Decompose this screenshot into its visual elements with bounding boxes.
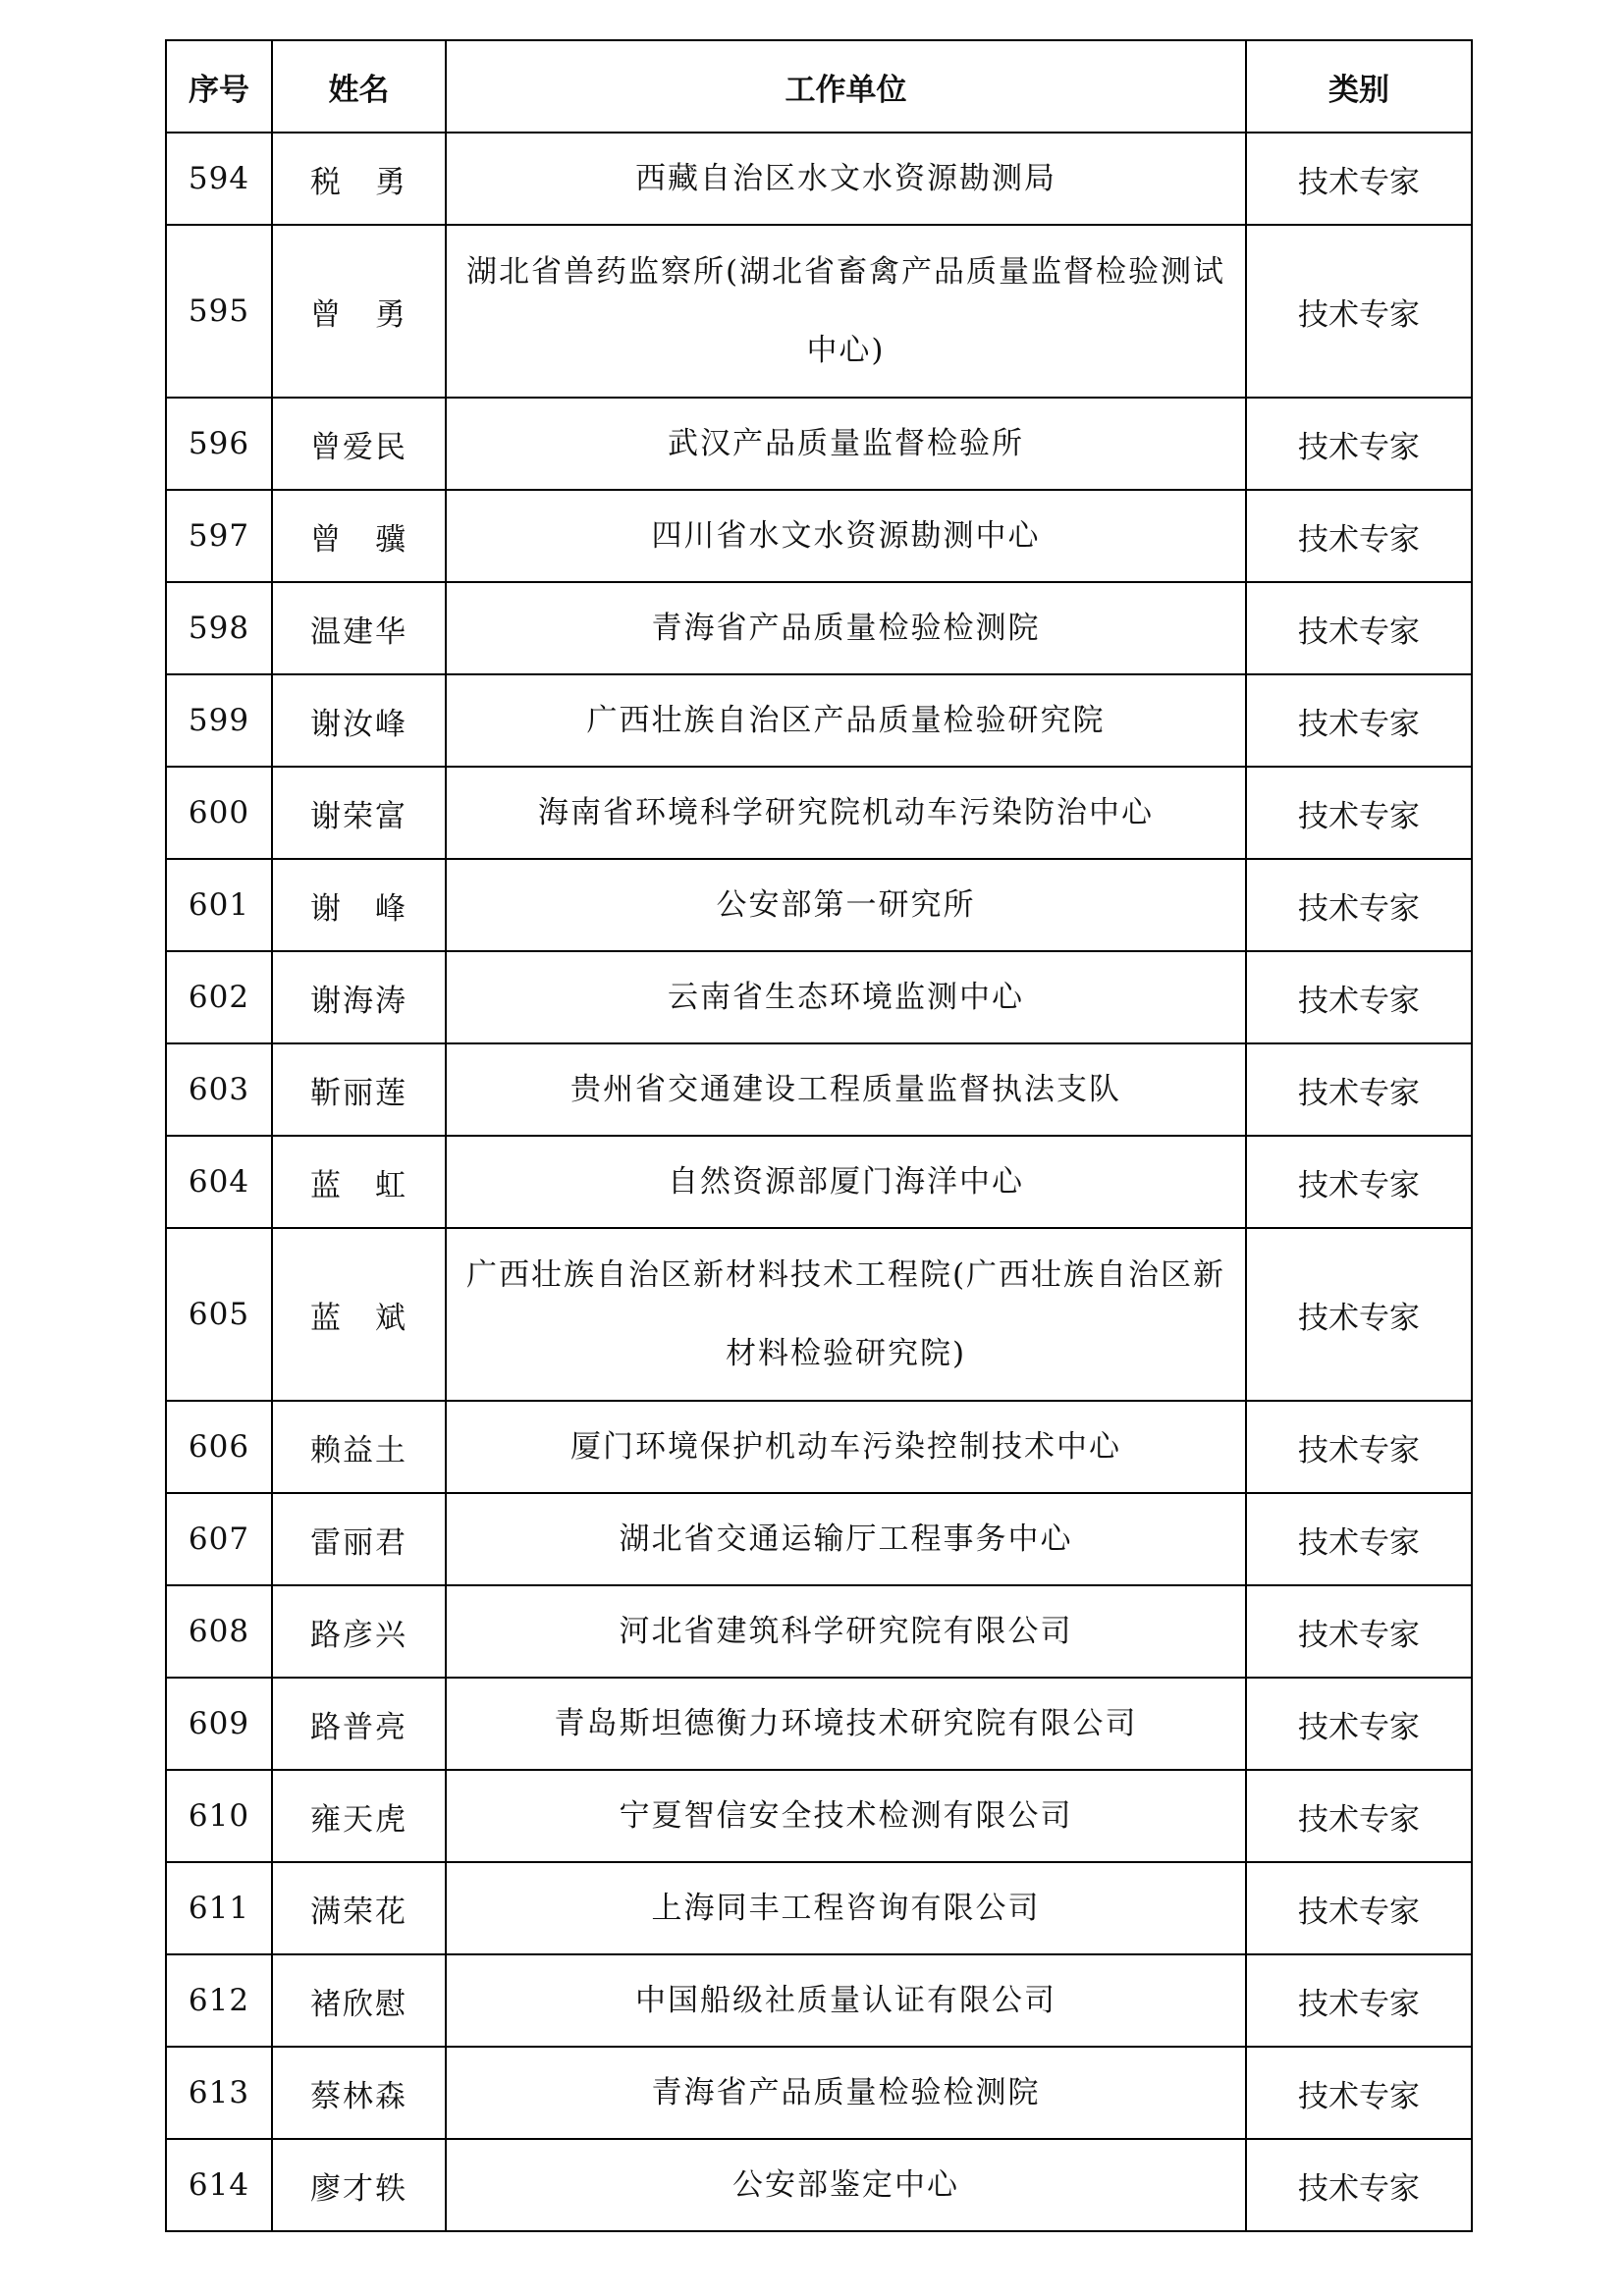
row-index: 613: [166, 2047, 272, 2139]
row-name: 温建华: [272, 582, 446, 674]
table-row: [166, 951, 1472, 1043]
table-row: [166, 1862, 1472, 1954]
row-unit: 河北省建筑科学研究院有限公司: [446, 1585, 1246, 1678]
row-unit: 青岛斯坦德衡力环境技术研究院有限公司: [446, 1678, 1246, 1770]
row-index: 605: [166, 1228, 272, 1401]
row-unit: 海南省环境科学研究院机动车污染防治中心: [446, 767, 1246, 859]
row-index: 604: [166, 1136, 272, 1228]
row-category: 技术专家: [1246, 1585, 1472, 1678]
row-name: 蓝 斌: [272, 1228, 446, 1401]
table-row: [166, 133, 1472, 225]
expert-list-table: [165, 39, 1473, 2232]
row-category: 技术专家: [1246, 674, 1472, 767]
row-name: 靳丽莲: [272, 1043, 446, 1136]
row-category: 技术专家: [1246, 767, 1472, 859]
table-row: [166, 1585, 1472, 1678]
row-unit: 中国船级社质量认证有限公司: [446, 1954, 1246, 2047]
row-name: 谢海涛: [272, 951, 446, 1043]
row-unit: 广西壮族自治区产品质量检验研究院: [446, 674, 1246, 767]
row-category: 技术专家: [1246, 490, 1472, 582]
table-header-row: [166, 40, 1472, 133]
row-name: 路彦兴: [272, 1585, 446, 1678]
table-row: [166, 225, 1472, 398]
row-name: 赖益土: [272, 1401, 446, 1493]
row-name: 谢 峰: [272, 859, 446, 951]
row-category: 技术专家: [1246, 1043, 1472, 1136]
row-name: 满荣花: [272, 1862, 446, 1954]
table-row: [166, 859, 1472, 951]
row-name: 雍天虎: [272, 1770, 446, 1862]
row-index: 614: [166, 2139, 272, 2231]
row-category: 技术专家: [1246, 1862, 1472, 1954]
header-unit: 工作单位: [446, 40, 1246, 133]
row-name: 路普亮: [272, 1678, 446, 1770]
row-unit: 西藏自治区水文水资源勘测局: [446, 133, 1246, 225]
row-category: 技术专家: [1246, 1228, 1472, 1401]
row-unit: 湖北省兽药监察所(湖北省畜禽产品质量监督检验测试中心): [446, 225, 1246, 398]
table-row: [166, 674, 1472, 767]
row-index: 611: [166, 1862, 272, 1954]
row-index: 601: [166, 859, 272, 951]
table-row: [166, 1136, 1472, 1228]
row-index: 608: [166, 1585, 272, 1678]
row-name: 褚欣慰: [272, 1954, 446, 2047]
row-name: 雷丽君: [272, 1493, 446, 1585]
row-name: 曾 勇: [272, 225, 446, 398]
row-unit: 青海省产品质量检验检测院: [446, 2047, 1246, 2139]
row-unit: 上海同丰工程咨询有限公司: [446, 1862, 1246, 1954]
row-category: 技术专家: [1246, 1770, 1472, 1862]
row-index: 600: [166, 767, 272, 859]
table-row: [166, 1043, 1472, 1136]
row-unit: 武汉产品质量监督检验所: [446, 398, 1246, 490]
row-category: 技术专家: [1246, 398, 1472, 490]
row-category: 技术专家: [1246, 133, 1472, 225]
row-unit: 四川省水文水资源勘测中心: [446, 490, 1246, 582]
row-index: 598: [166, 582, 272, 674]
table-row: [166, 1228, 1472, 1401]
row-category: 技术专家: [1246, 582, 1472, 674]
row-category: 技术专家: [1246, 2047, 1472, 2139]
row-index: 606: [166, 1401, 272, 1493]
row-category: 技术专家: [1246, 225, 1472, 398]
row-name: 蔡林森: [272, 2047, 446, 2139]
row-category: 技术专家: [1246, 1401, 1472, 1493]
row-name: 谢荣富: [272, 767, 446, 859]
row-unit: 自然资源部厦门海洋中心: [446, 1136, 1246, 1228]
header-index: 序号: [166, 40, 272, 133]
row-name: 曾爱民: [272, 398, 446, 490]
row-unit: 贵州省交通建设工程质量监督执法支队: [446, 1043, 1246, 1136]
row-name: 谢汝峰: [272, 674, 446, 767]
row-unit: 厦门环境保护机动车污染控制技术中心: [446, 1401, 1246, 1493]
table-row: [166, 1954, 1472, 2047]
row-unit: 公安部第一研究所: [446, 859, 1246, 951]
row-name: 廖才轶: [272, 2139, 446, 2231]
table-row: [166, 582, 1472, 674]
row-unit: 云南省生态环境监测中心: [446, 951, 1246, 1043]
table-row: [166, 2139, 1472, 2231]
row-category: 技术专家: [1246, 1136, 1472, 1228]
table-row: [166, 490, 1472, 582]
row-category: 技术专家: [1246, 951, 1472, 1043]
row-name: 曾 骥: [272, 490, 446, 582]
row-category: 技术专家: [1246, 859, 1472, 951]
table-row: [166, 1401, 1472, 1493]
row-unit: 广西壮族自治区新材料技术工程院(广西壮族自治区新材料检验研究院): [446, 1228, 1246, 1401]
row-index: 594: [166, 133, 272, 225]
table-row: [166, 1678, 1472, 1770]
row-category: 技术专家: [1246, 1493, 1472, 1585]
row-index: 602: [166, 951, 272, 1043]
row-index: 597: [166, 490, 272, 582]
row-index: 609: [166, 1678, 272, 1770]
row-unit: 宁夏智信安全技术检测有限公司: [446, 1770, 1246, 1862]
row-unit: 青海省产品质量检验检测院: [446, 582, 1246, 674]
row-name: 税 勇: [272, 133, 446, 225]
table-row: [166, 767, 1472, 859]
row-index: 612: [166, 1954, 272, 2047]
row-category: 技术专家: [1246, 1954, 1472, 2047]
row-unit: 公安部鉴定中心: [446, 2139, 1246, 2231]
header-name: 姓名: [272, 40, 446, 133]
row-index: 610: [166, 1770, 272, 1862]
row-index: 596: [166, 398, 272, 490]
row-name: 蓝 虹: [272, 1136, 446, 1228]
row-index: 599: [166, 674, 272, 767]
row-category: 技术专家: [1246, 1678, 1472, 1770]
table-row: [166, 398, 1472, 490]
table-row: [166, 2047, 1472, 2139]
table-row: [166, 1770, 1472, 1862]
row-index: 595: [166, 225, 272, 398]
table-row: [166, 1493, 1472, 1585]
row-index: 603: [166, 1043, 272, 1136]
row-category: 技术专家: [1246, 2139, 1472, 2231]
row-unit: 湖北省交通运输厅工程事务中心: [446, 1493, 1246, 1585]
row-index: 607: [166, 1493, 272, 1585]
header-category: 类别: [1246, 40, 1472, 133]
